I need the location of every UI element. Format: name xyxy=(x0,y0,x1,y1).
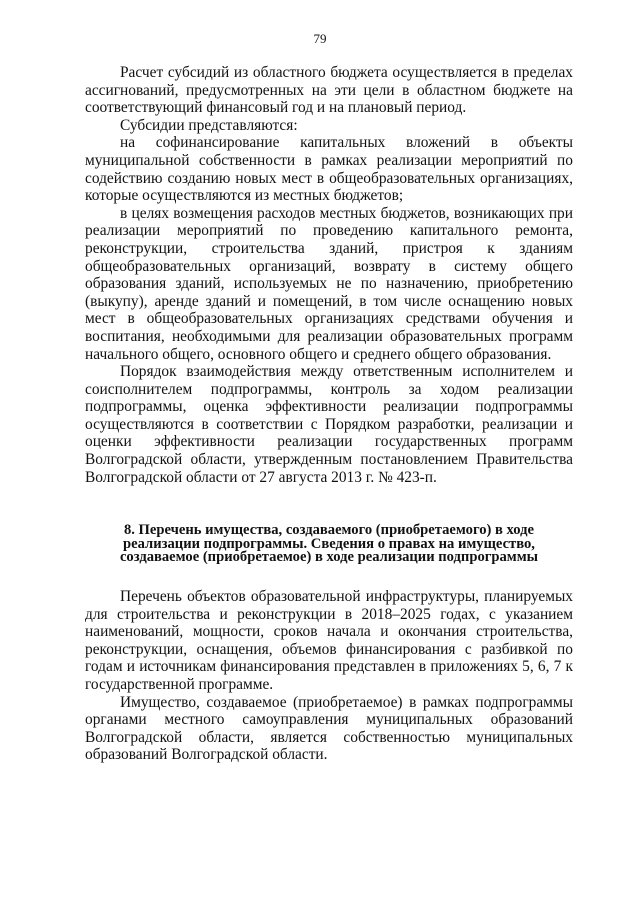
paragraph: Субсидии представляются: xyxy=(120,116,298,134)
subsidies-section xyxy=(85,64,573,486)
page-number: 79 xyxy=(313,31,327,46)
paragraph: Перечень объектов образовательной инфраструктуры, планируемых для строительства и реконструкции в 2018–2025 годах, с указанием наименований, мощности, сроков начала и окончания строительства, реконструкции, оснащения, объемов финансирования с разбивкой по годам и источникам финансирования представлен в приложениях 5, 6, 7 к государственной программе. xyxy=(85,588,573,693)
paragraph: Имущество, создаваемое (приобретаемое) в рамках подпрограммы органами местного самоуправления муниципальных образований Волгоградской области, является собственностью муниципальных образований Волгоградской области. xyxy=(85,693,573,764)
paragraph: на софинансирование капитальных вложений в объекты муниципальной собственности в рамках реализации мероприятий по содействию созданию новых мест в общеобразовательных организациях, которые осуществляются из местных бюджетов; xyxy=(85,134,573,205)
paragraph: в целях возмещения расходов местных бюджетов, возникающих при реализации мероприятий по проведению капитального ремонта, реконструкции, строительства зданий, пристроя к зданиям общеобразовательных организаций, возврату в систему общего образования зданий, используемых не по назначению, приобретению (выкупу), аренде зданий и помещений, в том числе оснащению новых мест в общеобразовательных организациях средствами обучения и воспитания, необходимыми для реализации образовательных программ начального общего, основного общего и среднего общего образования. xyxy=(85,204,573,363)
paragraph: Порядок взаимодействия между ответственным исполнителем и соисполнителем подпрограммы, контроль за ходом реализации подпрограммы, оценка эффективности реализации подпрограммы осуществляются в соответствии с Порядком разработки, реализации и оценки эффективности реализации государственных программ Волгоградской области, утвержденным постановлением Правительства Волгоградской области от 27 августа 2013 г. № 423-п. xyxy=(85,363,573,486)
property-section xyxy=(85,588,573,764)
section-8-heading: 8. Перечень имущества, создаваемого (приобретаемого) в ходе реализации подпрограммы. Сведения о правах на имущество, создаваемое (приобретаемое) в ходе реализации подпрограммы xyxy=(119,522,539,565)
paragraph: Расчет субсидий из областного бюджета осуществляется в пределах ассигнований, предусмотренных на эти цели в областном бюджете на соответствующий финансовый год и на плановый период. xyxy=(85,64,573,117)
